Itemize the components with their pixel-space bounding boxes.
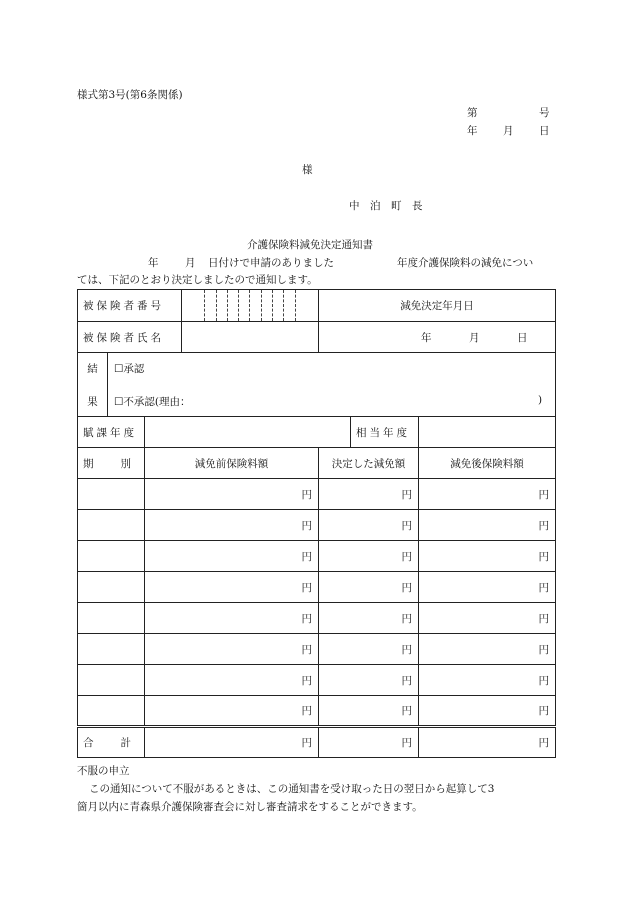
before-amount-cell[interactable]: 円	[145, 479, 319, 510]
before-amount-cell[interactable]: 円	[145, 510, 319, 541]
before-amount-cell[interactable]: 円	[145, 603, 319, 634]
total-row	[78, 727, 556, 758]
doc-number-prefix: 第	[467, 107, 478, 119]
table-row	[78, 665, 556, 696]
table-row	[78, 634, 556, 665]
result-label-1: 結	[87, 363, 98, 375]
date-month: 月	[503, 125, 514, 137]
total-after-cell[interactable]: 円	[419, 727, 556, 758]
decided-amount-cell[interactable]: 円	[319, 634, 419, 665]
decided-amount-cell[interactable]: 円	[319, 665, 419, 696]
reject-reason-close: )	[538, 394, 543, 406]
date-day: 日	[539, 125, 550, 137]
reject-checkbox[interactable]: ☐不承認(理由：	[114, 396, 191, 408]
addressee-suffix: 様	[302, 164, 313, 176]
before-amount-cell[interactable]: 円	[145, 572, 319, 603]
decided-amount-cell[interactable]: 円	[319, 572, 419, 603]
total-decided-cell[interactable]: 円	[319, 727, 419, 758]
before-amount-cell[interactable]: 円	[145, 541, 319, 572]
decided-amount-cell[interactable]: 円	[319, 541, 419, 572]
decision-date-day: 日	[517, 332, 528, 344]
col-period: 期 別	[78, 448, 145, 479]
levy-year-label: 賦課年度	[78, 417, 145, 448]
table-row	[78, 603, 556, 634]
amount-header-row	[78, 448, 556, 479]
body-mid-text: 日付けで申請のありました	[208, 257, 334, 269]
doc-number-suffix: 号	[539, 107, 550, 119]
result-label	[78, 353, 108, 417]
after-amount-cell[interactable]: 円	[419, 572, 556, 603]
col-decided: 決定した減免額	[319, 448, 419, 479]
period-cell[interactable]	[78, 665, 145, 696]
decided-amount-cell[interactable]: 円	[319, 479, 419, 510]
appeal-heading: 不服の申立	[77, 765, 130, 777]
body-month: 月	[185, 257, 196, 269]
decision-date-label: 減免決定年月日	[319, 290, 556, 322]
total-label: 合 計	[78, 727, 145, 758]
appeal-line-2: 箇月以内に青森県介護保険審査会に対し審査請求をすることができます。	[77, 801, 423, 813]
after-amount-cell[interactable]: 円	[419, 510, 556, 541]
insured-number-field[interactable]	[182, 290, 319, 322]
col-after: 減免後保険料額	[419, 448, 556, 479]
after-amount-cell[interactable]: 円	[419, 634, 556, 665]
table-row	[78, 696, 556, 727]
table-row	[78, 541, 556, 572]
issuer: 中 泊 町 長	[349, 200, 423, 212]
document-title: 介護保険料減免決定通知書	[247, 239, 373, 251]
applicable-year-field[interactable]	[419, 417, 556, 448]
decision-date-year: 年	[421, 332, 432, 344]
row-years	[78, 417, 556, 448]
body-end-text: 年度介護保険料の減免につい	[397, 257, 534, 269]
after-amount-cell[interactable]: 円	[419, 479, 556, 510]
after-amount-cell[interactable]: 円	[419, 696, 556, 727]
insured-name-field[interactable]	[182, 322, 319, 353]
body-line-2: ては、下記のとおり決定しましたので通知します。	[77, 274, 318, 286]
decision-date-field[interactable]	[319, 322, 556, 353]
before-amount-cell[interactable]: 円	[145, 696, 319, 727]
table-row	[78, 572, 556, 603]
period-cell[interactable]	[78, 541, 145, 572]
period-cell[interactable]	[78, 634, 145, 665]
after-amount-cell[interactable]: 円	[419, 665, 556, 696]
row-insured-number	[78, 290, 556, 322]
col-before: 減免前保険料額	[145, 448, 319, 479]
levy-year-field[interactable]	[145, 417, 351, 448]
row-result	[78, 353, 556, 417]
before-amount-cell[interactable]: 円	[145, 665, 319, 696]
decided-amount-cell[interactable]: 円	[319, 510, 419, 541]
decision-table	[77, 289, 556, 758]
table-row	[78, 510, 556, 541]
after-amount-cell[interactable]: 円	[419, 541, 556, 572]
period-cell[interactable]	[78, 603, 145, 634]
total-before-cell[interactable]: 円	[145, 727, 319, 758]
result-options	[108, 353, 556, 417]
form-id: 様式第3号(第6条関係)	[77, 89, 183, 101]
appeal-line-1: この通知について不服があるときは、この通知書を受け取った日の翌日から起算して3	[89, 783, 495, 795]
body-year: 年	[148, 257, 159, 269]
applicable-year-label: 相当年度	[351, 417, 419, 448]
insured-number-label: 被保険者番号	[78, 290, 182, 322]
after-amount-cell[interactable]: 円	[419, 603, 556, 634]
insured-name-label: 被保険者氏名	[78, 322, 182, 353]
period-cell[interactable]	[78, 696, 145, 727]
decided-amount-cell[interactable]: 円	[319, 696, 419, 727]
date-year: 年	[467, 125, 478, 137]
period-cell[interactable]	[78, 572, 145, 603]
row-insured-name	[78, 322, 556, 353]
decision-date-month: 月	[469, 332, 480, 344]
table-row	[78, 479, 556, 510]
period-cell[interactable]	[78, 479, 145, 510]
period-cell[interactable]	[78, 510, 145, 541]
decided-amount-cell[interactable]: 円	[319, 603, 419, 634]
result-label-2: 果	[87, 396, 98, 408]
before-amount-cell[interactable]: 円	[145, 634, 319, 665]
approve-checkbox[interactable]: ☐承認	[114, 363, 145, 375]
